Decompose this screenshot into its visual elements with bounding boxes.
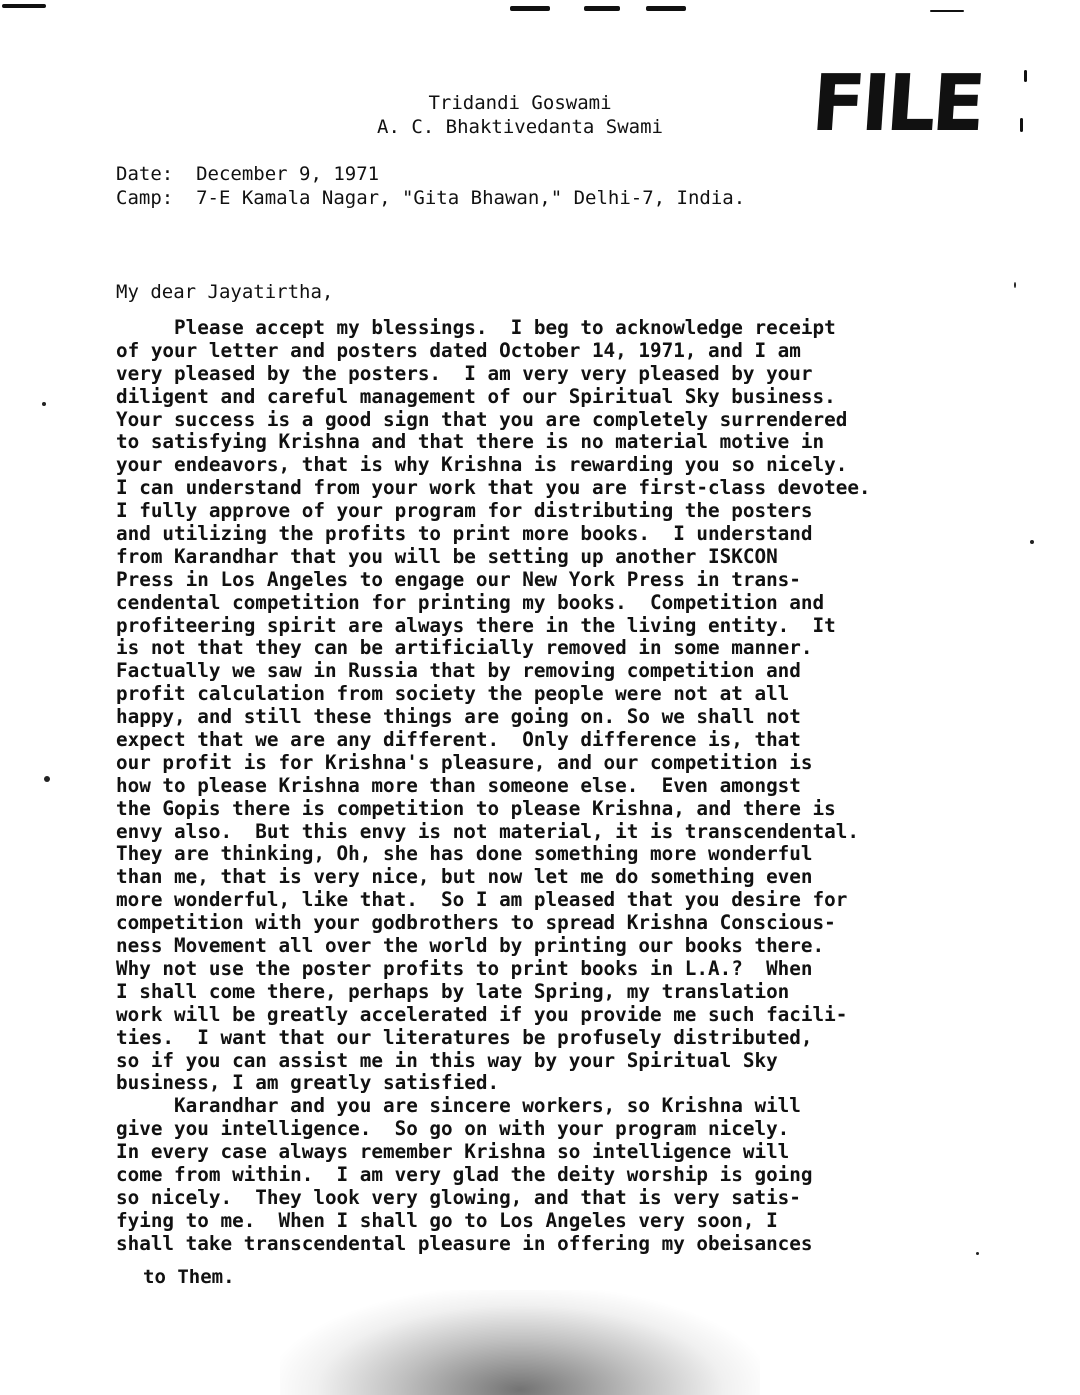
body-line: Why not use the poster profits to print books in L.A.? When <box>116 956 813 980</box>
body-line: our profit is for Krishna's pleasure, and our competition is <box>116 750 813 774</box>
body-line: Press in Los Angeles to engage our New York Press in trans- <box>116 567 801 591</box>
body-line: to satisfying Krishna and that there is no material motive in <box>116 430 825 454</box>
body-line: Your success is a good sign that you are completely surrendered <box>116 407 848 431</box>
scan-mark <box>510 6 550 11</box>
scan-mark <box>584 6 620 11</box>
camp-line <box>116 187 745 209</box>
body-line: I can understand from your work that you are first-class devotee. <box>116 476 871 500</box>
body-line: how to please Krishna more than someone else. Even amongst <box>116 773 801 797</box>
body-line: so nicely. They look very glowing, and that is very satis- <box>116 1185 801 1209</box>
scan-mark <box>2 4 46 8</box>
date-label: Date: <box>116 163 174 185</box>
body-line: from Karandhar that you will be setting up another ISKCON <box>116 544 778 568</box>
body-line: so if you can assist me in this way by your Spiritual Sky <box>116 1048 778 1072</box>
body-line: Please accept my blessings. I beg to acknowledge receipt <box>116 316 836 339</box>
scan-speck <box>1030 540 1034 544</box>
body-line: Karandhar and you are sincere workers, so Krishna will <box>116 1094 801 1118</box>
body-line: Factually we saw in Russia that by removing competition and <box>116 659 801 683</box>
camp-value: 7-E Kamala Nagar, "Gita Bhawan," Delhi-7, India. <box>196 187 746 209</box>
body-line: cendental competition for printing my books. Competition and <box>116 590 825 614</box>
body-line: diligent and careful management of our Spiritual Sky business. <box>116 384 836 408</box>
body-line: competition with your godbrothers to spread Krishna Conscious- <box>116 911 836 935</box>
letter-body <box>116 317 871 1256</box>
scan-speck <box>44 776 50 782</box>
body-line: ness Movement all over the world by printing our books there. <box>116 934 825 958</box>
body-line: of your letter and posters dated October 14, 1971, and I am <box>116 338 801 362</box>
body-line: shall take transcendental pleasure in offering my obeisances <box>116 1231 813 1255</box>
scan-smudge <box>280 1290 760 1395</box>
scan-speck <box>976 1252 979 1255</box>
scan-mark <box>930 10 964 12</box>
scan-speck <box>42 402 46 406</box>
body-line: the Gopis there is competition to please Krishna, and there is <box>116 796 836 820</box>
body-line: come from within. I am very glad the deity worship is going <box>116 1162 813 1186</box>
body-line: In every case always remember Krishna so intelligence will <box>116 1140 790 1164</box>
body-line: than me, that is very nice, but now let me do something even <box>116 865 813 889</box>
salutation: My dear Jayatirtha, <box>116 281 334 303</box>
body-line: profit calculation from society the people were not at all <box>116 682 790 706</box>
body-line: more wonderful, like that. So I am pleased that you desire for <box>116 888 848 912</box>
scan-speck <box>1014 282 1016 288</box>
body-line: work will be greatly accelerated if you provide me such facili- <box>116 1002 848 1026</box>
body-line: ties. I want that our literatures be profusely distributed, <box>116 1025 813 1049</box>
body-line: profiteering spirit are always there in the living entity. It <box>116 613 836 637</box>
body-line: business, I am greatly satisfied. <box>116 1071 500 1095</box>
sender-title: Tridandi Goswami <box>428 92 612 114</box>
body-line: fying to me. When I shall go to Los Angeles very soon, I <box>116 1208 778 1232</box>
scan-mark <box>1024 70 1027 82</box>
body-line: happy, and still these things are going on. So we shall not <box>116 705 801 729</box>
body-line: your endeavors, that is why Krishna is rewarding you so nicely. <box>116 453 848 477</box>
body-line: I fully approve of your program for distributing the posters <box>116 499 813 523</box>
body-line: They are thinking, Oh, she has done something more wonderful <box>116 842 813 866</box>
body-line: envy also. But this envy is not material, it is transcendental. <box>116 819 859 843</box>
camp-label: Camp: <box>116 187 174 209</box>
body-line: is not that they can be artificially removed in some manner. <box>116 636 813 660</box>
body-line: give you intelligence. So go on with your program nicely. <box>116 1117 790 1141</box>
body-line: I shall come there, perhaps by late Spring, my translation <box>116 979 790 1003</box>
body-line: very pleased by the posters. I am very very pleased by your <box>116 361 813 385</box>
date-value: December 9, 1971 <box>196 163 380 185</box>
date-line <box>116 163 379 185</box>
closing-line: to Them. <box>143 1266 235 1288</box>
scan-mark <box>646 6 686 11</box>
file-stamp: FILE <box>808 59 985 149</box>
body-line: expect that we are any different. Only difference is, that <box>116 728 801 752</box>
body-line: and utilizing the profits to print more books. I understand <box>116 522 813 546</box>
sender-name: A. C. Bhaktivedanta Swami <box>377 116 663 138</box>
